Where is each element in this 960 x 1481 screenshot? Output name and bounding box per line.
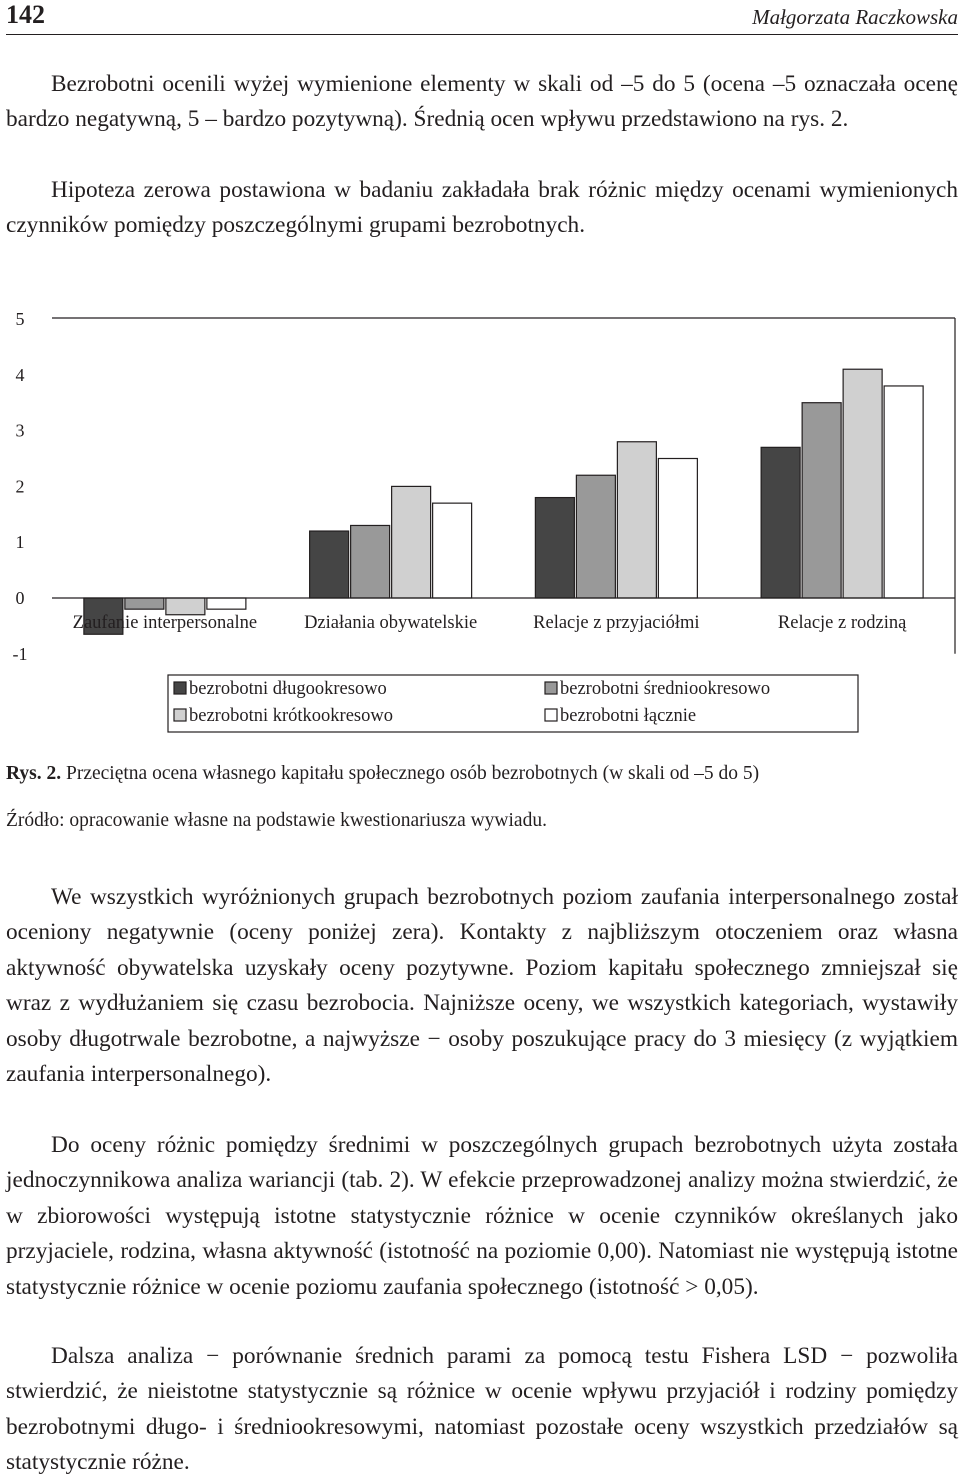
legend-label: bezrobotni łącznie xyxy=(560,706,697,726)
body-paragraph-3: Dalsza analiza − porównanie średnich parami za pomocą testu Fishera LSD − pozwoliła stwierdzić, że nieistotne statystycznie są różnice w ocenie wpływu przyjaciół i rodziny pomiędzy bezrobotnymi długo- i średniookresowymi, natomiast pozostałe oceny wszystkich przedziałów są statystycznie różne. xyxy=(6,1343,958,1476)
y-tick-label: 4 xyxy=(15,364,25,385)
bar xyxy=(658,459,697,599)
figure-caption-text: Przeciętna ocena własnego kapitału społecznego osób bezrobotnych (w skali od –5 do 5) xyxy=(66,763,760,784)
bar xyxy=(125,598,164,609)
bar xyxy=(802,403,841,598)
figure-caption xyxy=(6,763,759,785)
bar-chart xyxy=(0,300,960,740)
legend-label: bezrobotni długookresowo xyxy=(189,679,387,699)
y-tick-label: 0 xyxy=(15,588,25,608)
bar xyxy=(433,503,472,598)
legend-label: bezrobotni średniookresowo xyxy=(560,679,771,699)
y-tick-label: 5 xyxy=(15,309,25,329)
legend-label: bezrobotni krótkookresowo xyxy=(189,706,393,726)
bar xyxy=(310,531,349,598)
y-tick-label: 3 xyxy=(15,420,25,441)
body-paragraph-1: We wszystkich wyróżnionych grupach bezrobotnych poziom zaufania interpersonalnego został oceniony negatywnie (oceny poniżej zera). Kontakty z najbliższym otoczeniem oraz własna aktywność obywatelska uzyskały oceny pozytywne. Poziom kapitału społecznego zmniejszał się wraz z wydłużaniem się czasu bezrobocia. Najniższe oceny, we wszystkich kategoriach, wystawiły osoby długotrwale bezrobotne, a najwyższe − osoby poszukujące pracy do 3 miesięcy (z wyjątkiem zaufania interpersonalnego). xyxy=(6,884,958,1088)
bar xyxy=(207,598,246,609)
y-tick-label: -1 xyxy=(12,643,28,664)
legend-swatch xyxy=(545,709,557,721)
running-head-author: Małgorzata Raczkowska xyxy=(752,5,958,29)
legend-swatch xyxy=(174,682,186,694)
intro-paragraph-1: Bezrobotni ocenili wyżej wymienione elementy w skali od –5 do 5 (ocena –5 oznaczała ocenę bardzo negatywną, 5 – bardzo pozytywną). Średnią ocen wpływu przedstawiono na rys. 2. xyxy=(6,71,958,133)
bar xyxy=(535,498,574,598)
figure-caption-label: Rys. 2. xyxy=(6,763,62,784)
category-label: Relacje z rodziną xyxy=(777,613,907,633)
y-tick-label: 1 xyxy=(15,532,25,553)
category-label: Działania obywatelskie xyxy=(304,613,478,633)
page-number: 142 xyxy=(6,0,45,29)
y-tick-label: 2 xyxy=(15,476,25,497)
category-label: Relacje z przyjaciółmi xyxy=(533,613,700,633)
legend-swatch xyxy=(174,709,186,721)
legend-swatch xyxy=(545,682,557,694)
bar xyxy=(576,475,615,598)
figure-source: Źródło: opracowanie własne na podstawie kwestionariusza wywiadu. xyxy=(6,810,547,831)
bar xyxy=(884,386,923,598)
category-label: Zaufanie interpersonalne xyxy=(72,613,258,633)
page-header xyxy=(6,0,958,35)
bar xyxy=(843,369,882,598)
body-paragraph-2: Do oceny różnic pomiędzy średnimi w poszczególnych grupach bezrobotnych użyta została jednoczynnikowa analiza wariancji (tab. 2). W efekcie przeprowadzonej analizy można stwierdzić, że w zbiorowości występują istotne statystycznie różnice w ocenie czynników określanych jako przyjaciele, rodzina, własna aktywność (istotność na poziomie 0,00). Natomiast nie występują istotne statystycznie różnice w ocenie poziomu zaufania społecznego (istotność > 0,05). xyxy=(6,1132,958,1300)
bar xyxy=(392,486,431,598)
bar xyxy=(351,525,390,598)
intro-paragraph-2: Hipoteza zerowa postawiona w badaniu zakładała brak różnic między ocenami wymienionych czynników pomiędzy poszczególnymi grupami bezrobotnych. xyxy=(6,177,958,239)
bar xyxy=(761,447,800,598)
bar xyxy=(617,442,656,598)
